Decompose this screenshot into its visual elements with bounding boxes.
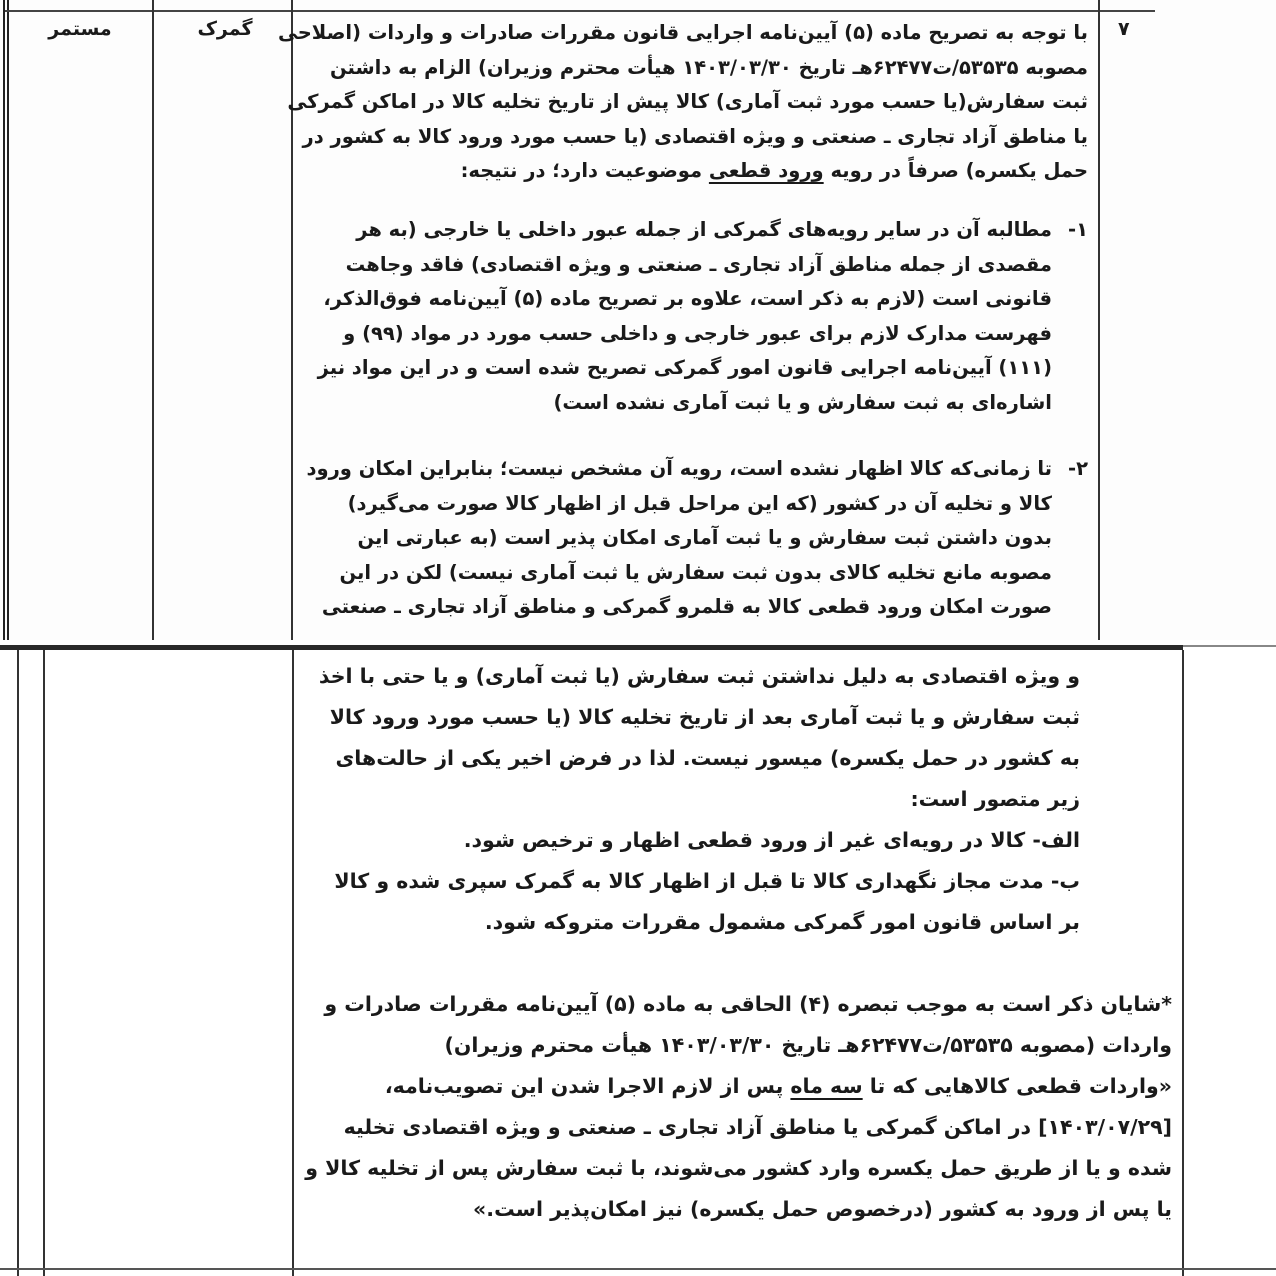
- authority-cell: گمرک: [197, 18, 253, 40]
- paragraph-line: یا مناطق آزاد تجاری ـ صنعتی و ویژه اقتصادی (یا حسب مورد ورود کالا به کشور در: [302, 124, 1088, 148]
- item-marker: ۱-: [1068, 218, 1088, 241]
- table-border-top-thick: [0, 645, 1183, 650]
- paragraph-line: با توجه به تصریح ماده (۵) آیین‌نامه اجرایی قانون مقررات صادرات و واردات (اصلاحی: [278, 21, 1088, 44]
- table-border-extension: [1183, 645, 1276, 647]
- main-paragraph: [278, 16, 1088, 189]
- table-border-left-inner: [7, 0, 9, 640]
- status-cell: مستمر: [48, 18, 112, 40]
- paragraph-line: مصوبه ۵۳۵۳۵/ت۶۲۴۷۷هـ تاریخ ۱۴۰۳/۰۳/۳۰ هیأت محترم وزیران) الزام به داشتن: [329, 55, 1088, 79]
- underlined-term: ورود قطعی: [708, 159, 824, 182]
- note-paragraph: *شایان ذکر است به موجب تبصره (۴) الحاقی به ماده (۵) آیین‌نامه مقررات صادرات و واردات (مصوبه ۵۳۵۳۵/ت۶۲۴۷۷هـ تاریخ ۱۴۰۳/۰۳/۳۰ هیأت محترم وزیران) «واردات قطعی کالاهایی که تا سه ماه پس از لازم الاجرا شدن این تصویب‌نامه، [۱۴۰۳/۰۷/۲۹] در اماکن گمرکی یا مناطق آزاد تجاری ـ صنعتی و ویژه اقتصادی تخلیه شده و یا از طریق حمل یکسره وارد کشور می‌شوند، با ثبت سفارش پس از تخلیه کالا و یا پس از ورود به کشور (درخصوص حمل یکسره) نیز امکان‌پذیر است.»: [305, 992, 1172, 1221]
- paragraph-line: ثبت سفارش(یا حسب مورد ثبت آماری) کالا پیش از تاریخ تخلیه کالا در اماکن گمرکی: [287, 90, 1088, 113]
- column-divider: [17, 650, 19, 1276]
- paragraph-line: حمل یکسره) صرفاً در رویه ورود قطعی موضوعیت دارد؛ در نتیجه:: [460, 159, 1088, 182]
- underlined-term: سه ماه: [790, 1074, 863, 1098]
- row-divider-top: [5, 10, 1155, 12]
- column-divider: [292, 650, 294, 1276]
- item-2-top: ۲-تا زمانی‌که کالا اظهار نشده است، رویه آن مشخص نیست؛ بنابراین امکان ورود کالا و تخلیه آن در کشور (که این مراحل قبل از اظهار کالا صورت می‌گیرد) بدون داشتن ثبت سفارش و یا ثبت آماری امکان پذیر است (به عبارتی این مصوبه مانع تخلیه کالای بدون ثبت سفارش یا ثبت آماری نیست) لکن در این صورت امکان ورود قطعی کالا به قلمرو گمرکی و مناطق آزاد تجاری ـ صنعتی: [300, 452, 1088, 625]
- table-border-bottom: [0, 1268, 1276, 1270]
- item-2-continued: و ویژه اقتصادی به دلیل نداشتن ثبت سفارش (یا ثبت آماری) و یا حتی با اخذ ثبت سفارش و یا ثبت آماری بعد از تاریخ تخلیه کالا (یا حسب مورد ورود کالا به کشور در حمل یکسره) میسور نیست. لذا در فرض اخیر یکی از حالت‌های زیر متصور است: الف- کالا در رویه‌ای غیر از ورود قطعی اظهار و ترخیص شود. ب- مدت مجاز نگهداری کالا تا قبل از اظهار کالا به گمرک سپری شده و کالا بر اساس قانون امور گمرکی مشمول مقررات متروکه شود.: [300, 656, 1080, 943]
- column-divider: [152, 0, 154, 640]
- document-page-bottom: [0, 644, 1276, 1276]
- case-b: ب- مدت مجاز نگهداری کالا تا قبل از اظهار کالا به گمرک سپری شده و کالا: [334, 869, 1080, 893]
- column-divider: [43, 650, 45, 1276]
- item-marker: ۲-: [1068, 457, 1088, 480]
- item-1: ۱-مطالبه آن در سایر رویه‌های گمرکی از جمله عبور داخلی یا خارجی (به هر مقصدی از جمله مناطق آزاد تجاری ـ صنعتی و ویژه اقتصادی) فاقد وجاهت قانونی است (لازم به ذکر است، علاوه بر تصریح ماده (۵) آیین‌نامه فوق‌الذکر، فهرست مدارک لازم برای عبور خارجی و داخلی حسب مورد در مواد (۹۹) و (۱۱۱) آیین‌نامه اجرایی قانون امور گمرکی تصریح شده است و در این مواد نیز اشاره‌ای به ثبت سفارش و یا ثبت آماری نشده است): [300, 213, 1088, 420]
- column-divider: [1098, 0, 1100, 640]
- table-border-left-outer: [3, 0, 5, 640]
- row-number: ۷: [1118, 18, 1130, 40]
- case-a: الف- کالا در رویه‌ای غیر از ورود قطعی اظهار و ترخیص شود.: [463, 828, 1080, 852]
- table-border-right: [1182, 650, 1184, 1276]
